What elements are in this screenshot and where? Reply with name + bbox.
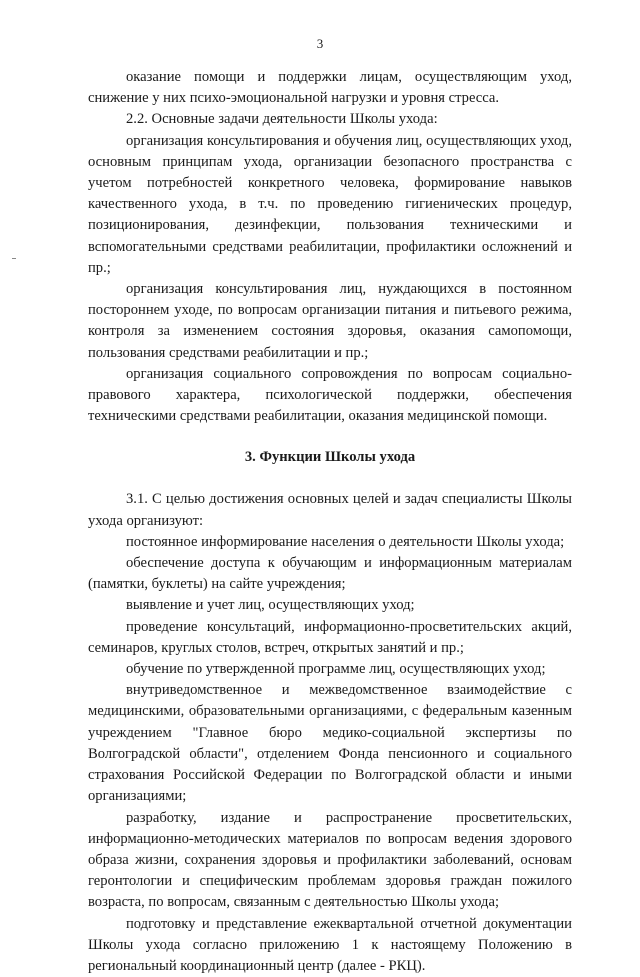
paragraph: 3.1. С целью достижения основных целей и задач специалисты Школы ухода организуют: — [88, 491, 572, 529]
paragraph: выявление и учет лиц, осуществляющих уход; — [126, 597, 415, 614]
paragraph: организация консультирования лиц, нуждающихся в постоянном постороннем уходе, по вопросам организации питания и питьевого режима, контроля за изменением состояния здоровья, оказания самопомощи, пользования средствами реабилитации и пр.; — [88, 281, 572, 361]
document-body — [88, 67, 572, 977]
paragraph: организация социального сопровождения по вопросам социально-правового характера, психологической поддержки, обеспечения техническими средствами реабилитации, оказания медицинской помощи. — [88, 365, 572, 425]
paragraph: проведение консультаций, информационно-просветительских акций, семинаров, круглых столов, встреч, открытых занятий и пр.; — [88, 618, 572, 656]
paragraph: организация консультирования и обучения лиц, осуществляющих уход, основным принципам ухода, организации безопасного пространства с учетом потребностей конкретного человека, формирование навыков качественного ухода, в т.ч. по проведению гигиенических процедур, позиционирования, дезинфекции, пользования техническими и вспомогательными средствами реабилитации, профилактики осложнений и пр.; — [88, 132, 572, 276]
paragraph: 2.2. Основные задачи деятельности Школы ухода: — [126, 111, 438, 128]
paragraph: подготовку и представление ежеквартальной отчетной документации Школы ухода согласно приложению 1 к настоящему Положению в региональный координационный центр (далее - РКЦ). — [88, 915, 572, 974]
paragraph: разработку, издание и распространение просветительских, информационно-методических материалов по вопросам ведения здорового образа жизни, сохранения здоровья и профилактики заболеваний, основам геронтологии и специфическим проблемам здоровья граждан пожилого возраста, по вопросам, связанным с деятельностью Школы ухода; — [88, 809, 572, 911]
paragraph: внутриведомственное и межведомственное взаимодействие с медицинскими, образовательными организациями, с федеральным казенным учреждением "Главное бюро медико-социальной экспертизы по Волгоградской области", отделением Фонда пенсионного и социального страхования Российской Федерации по Волгоградской области и иными организациями; — [88, 682, 572, 805]
paragraph: постоянное информирование населения о деятельности Школы ухода; — [126, 533, 565, 550]
paragraph: оказание помощи и поддержки лицам, осуществляющим уход, снижение у них психо-эмоциональной нагрузки и уровня стресса. — [88, 69, 572, 107]
paragraph: обучение по утвержденной программе лиц, осуществляющих уход; — [126, 661, 546, 678]
section-heading: 3. Функции Школы ухода — [244, 449, 416, 466]
page-number: 3 — [316, 36, 324, 51]
paragraph: обеспечение доступа к обучающим и информационным материалам (памятки, буклеты) на сайте учреждения; — [88, 555, 572, 593]
margin-mark — [12, 258, 16, 259]
